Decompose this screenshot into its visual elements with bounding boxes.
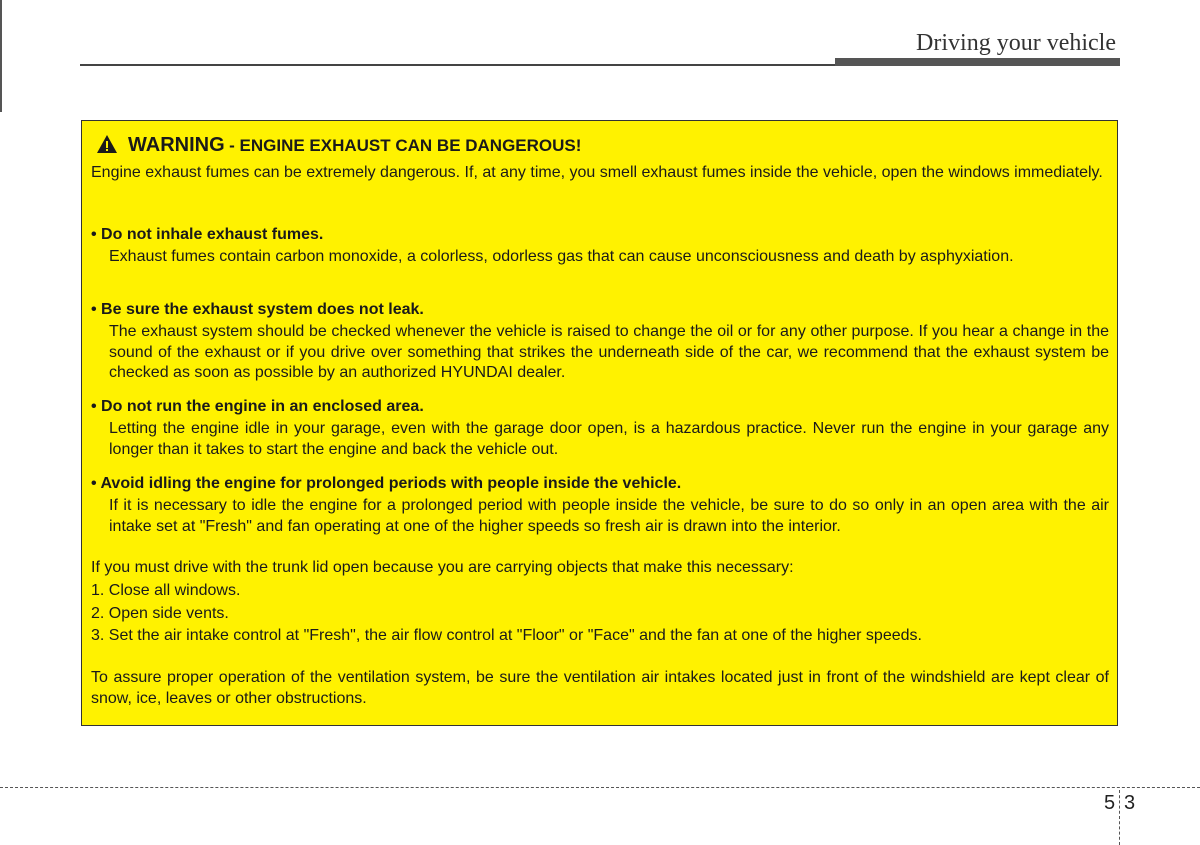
closing-paragraph: To assure proper operation of the ventilation system, be sure the ventilation air intakes located just in front of the windshield are kept clear of snow, ice, leaves or other obstructions. [91,669,1109,707]
footer-dashed-rule [0,787,1200,788]
warning-intro: Engine exhaust fumes can be extremely dangerous. If, at any time, you smell exhaust fumes inside the vehicle, open the windows immediately. [91,164,1103,181]
chapter-number: 5 [1104,792,1116,814]
trunk-intro: If you must drive with the trunk lid open because you are carrying objects that make this necessary: [91,559,794,576]
bullet-heading: • Do not run the engine in an enclosed area. [91,398,424,415]
bullet-heading: • Do not inhale exhaust fumes. [91,226,324,243]
warning-label: WARNING [128,134,225,156]
footer-vertical-dash [1119,790,1120,845]
list-item: 2. Open side vents. [91,605,229,622]
page-number: 3 [1124,792,1136,814]
list-item: 3. Set the air intake control at "Fresh", the air flow control at "Floor" or "Face" and the fan at one of the higher speeds. [91,627,922,644]
list-item: 1. Close all windows. [91,582,241,599]
warning-title [96,134,581,159]
bullet-heading: • Be sure the exhaust system does not leak. [91,301,424,318]
bullet-body: If it is necessary to idle the engine for a prolonged period with people inside the vehicle, be sure to do so only in an open area with the air intake set at "Fresh" and fan operating at one of the higher speeds so fresh air is drawn into the interior. [109,497,1109,535]
warning-subtitle: - ENGINE EXHAUST CAN BE DANGEROUS! [229,136,582,155]
section-title: Driving your vehicle [916,30,1116,56]
bullet-heading: • Avoid idling the engine for prolonged periods with people inside the vehicle. [91,475,682,492]
bullet-body: Letting the engine idle in your garage, even with the garage door open, is a hazardous practice. Never run the engine in your garage any longer than it takes to start the engine and back the vehicle out. [109,420,1109,458]
page-edge-mark [0,0,2,112]
header-accent-bar [835,58,1120,66]
bullet-body: The exhaust system should be checked whenever the vehicle is raised to change the oil or for any other purpose. If you hear a change in the sound of the exhaust or if you drive over something that strikes the underneath side of the car, we recommend that the exhaust system be checked as soon as possible by an authorized HYUNDAI dealer. [109,323,1109,381]
warning-box [81,120,1118,726]
bullet-body: Exhaust fumes contain carbon monoxide, a colorless, odorless gas that can cause unconsciousness and death by asphyxiation. [109,248,1014,265]
warning-triangle-icon [96,134,118,159]
